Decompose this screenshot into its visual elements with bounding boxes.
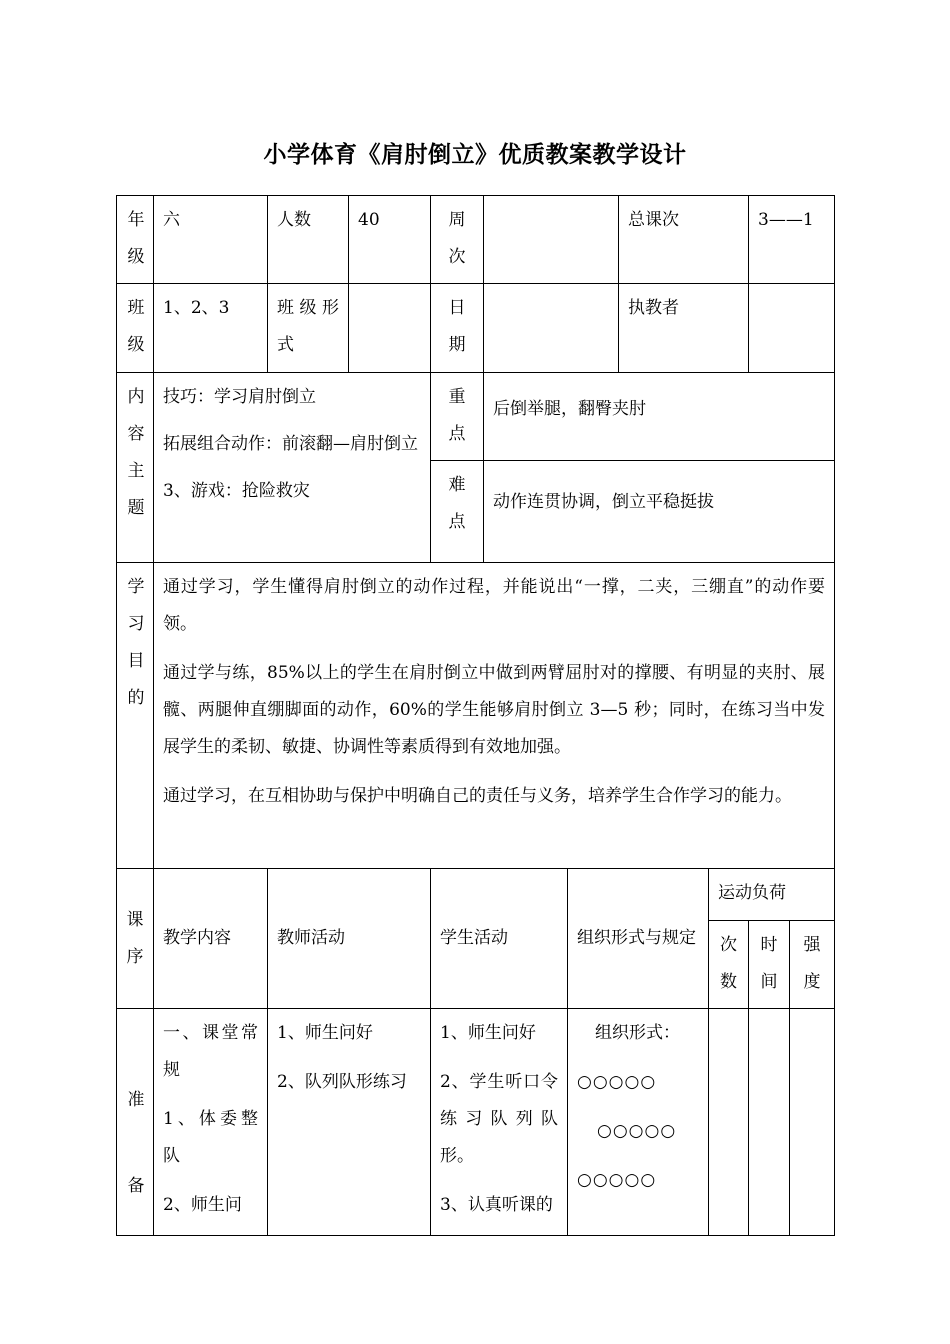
difficulty-label: 难点 [431, 461, 484, 563]
objectives-text [154, 563, 835, 869]
prep-student-line: 1、师生问好 [440, 1023, 536, 1043]
form-value [349, 284, 431, 373]
org-title: 组织形式： [595, 1023, 680, 1043]
grade-value: 六 [154, 196, 268, 284]
date-label: 日期 [431, 284, 484, 373]
form-label: 班 级 形 式 [268, 284, 349, 373]
teacher-label: 执教者 [619, 284, 749, 373]
prep-content [154, 1009, 268, 1236]
schedule-header-row [117, 869, 835, 921]
key-text: 后倒举腿，翻臀夹肘 [484, 373, 835, 461]
objective-paragraph: 通过学习，在互相协助与保护中明确自己的责任与义务，培养学生合作学习的能力。 [163, 786, 792, 806]
week-label: 周次 [431, 196, 484, 284]
objective-paragraph: 通过学习，学生懂得肩肘倒立的动作过程，并能说出“一撑，二夹，三绷直”的动作要领。 [163, 577, 826, 634]
content-line: 技巧：学习肩肘倒立 [163, 387, 316, 407]
prep-student-line: 2、学生听口令练习队列队形。 [440, 1072, 558, 1166]
prep-intensity [790, 1009, 835, 1236]
prep-teacher-activity [268, 1009, 431, 1236]
info-row-class [117, 284, 835, 373]
prep-row [117, 1009, 835, 1236]
objective-paragraph: 通过学与练，85%以上的学生在肩肘倒立中做到两臂屈肘对的撑腰、有明显的夹肘、展髋、两腿伸直绷脚面的动作，60%的学生能够肩肘倒立 3—5 秒；同时，在练习当中发展学生的柔韧、敏捷、协调性等素质得到有效地加强。 [163, 663, 826, 757]
content-header: 教学内容 [154, 869, 268, 1009]
grade-label: 年级 [117, 196, 154, 284]
load-header: 运动负荷 [709, 869, 835, 921]
week-value [484, 196, 619, 284]
prep-teacher-line: 2、队列队形练习 [277, 1072, 407, 1092]
content-line: 3、游戏：抢险救灾 [163, 481, 310, 501]
teacher-value [749, 284, 835, 373]
key-label: 重点 [431, 373, 484, 461]
lesson-plan-table [116, 195, 835, 1236]
document-title: 小学体育《肩肘倒立》优质教案教学设计 [263, 142, 687, 168]
total-value: 3——1 [749, 196, 835, 284]
formation-row: ○○○○○ [577, 1170, 657, 1190]
content-row-key [117, 373, 835, 461]
date-value [484, 284, 619, 373]
formation-row: ○○○○○ [577, 1072, 657, 1092]
prep-organization [568, 1009, 709, 1236]
total-label: 总课次 [619, 196, 749, 284]
class-label: 班级 [117, 284, 154, 373]
content-label: 内容主题 [117, 373, 154, 563]
prep-content-line: 2、师生问 [163, 1195, 242, 1215]
objectives-row [117, 563, 835, 869]
prep-student-line: 3、认真听课的 [440, 1195, 553, 1215]
content-line: 拓展组合动作：前滚翻—肩肘倒立 [163, 434, 418, 454]
order-header: 课序 [117, 869, 154, 1009]
times-header: 次数 [709, 921, 749, 1009]
prep-student-activity [431, 1009, 568, 1236]
student-activity-header: 学生活动 [431, 869, 568, 1009]
prep-teacher-line: 1、师生问好 [277, 1023, 373, 1043]
people-label: 人数 [268, 196, 349, 284]
info-row-grade [117, 196, 835, 284]
formation-row: ○○○○○ [597, 1121, 677, 1141]
prep-times [709, 1009, 749, 1236]
content-topics [154, 373, 431, 563]
class-value: 1、2、3 [154, 284, 268, 373]
people-value: 40 [349, 196, 431, 284]
prep-phase-label: 准备 [117, 1009, 154, 1236]
objectives-label: 学习目的 [117, 563, 154, 869]
prep-content-line: 1、体委整队 [163, 1109, 258, 1166]
duration-header: 时间 [749, 921, 790, 1009]
organization-header: 组织形式与规定 [568, 869, 709, 1009]
prep-content-line: 一、课堂常规 [163, 1023, 258, 1080]
teacher-activity-header: 教师活动 [268, 869, 431, 1009]
intensity-header: 强度 [790, 921, 835, 1009]
prep-duration [749, 1009, 790, 1236]
difficulty-text: 动作连贯协调，倒立平稳挺拔 [484, 461, 835, 563]
